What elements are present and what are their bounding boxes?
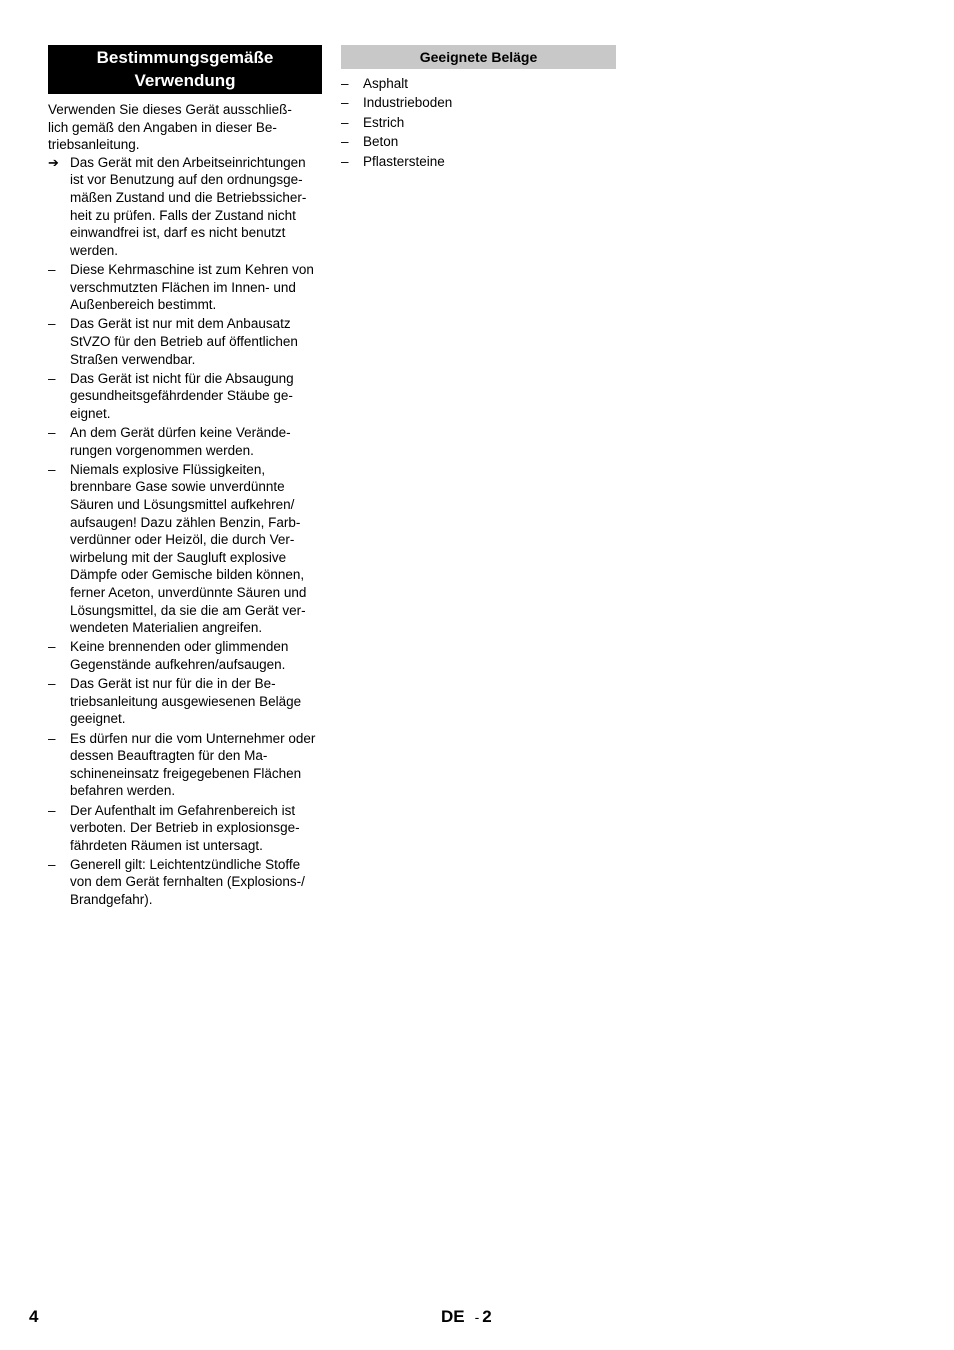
dash-marker: – xyxy=(48,639,56,655)
dash-marker: – xyxy=(48,730,56,746)
dash-marker: – xyxy=(341,114,349,130)
list-item xyxy=(48,261,322,314)
dash-marker: – xyxy=(48,461,56,477)
list-item xyxy=(341,153,616,171)
list-item-text: Das Gerät ist nicht für die Absaugung gesundheitsgefährdender Stäube ge-eignet. xyxy=(70,370,294,421)
dash-marker: – xyxy=(341,95,349,111)
list-item-text: Industrieboden xyxy=(363,95,453,111)
list-item-text: Diese Kehrmaschine ist zum Kehren von verschmutzten Flächen im Innen- und Außenbereich bestimmt. xyxy=(70,261,314,313)
list-item-text: Das Gerät ist nur mit dem Anbausatz StVZO für den Betrieb auf öffentlichen Straßen verwendbar. xyxy=(70,316,298,367)
list-item-text: Das Gerät ist nur für die in der Be-triebsanleitung ausgewiesenen Beläge geeignet. xyxy=(70,676,302,727)
list-item xyxy=(341,133,616,151)
list-item-text: Asphalt xyxy=(363,76,409,91)
dash-marker: – xyxy=(341,76,349,91)
list-item-text: Estrich xyxy=(363,114,405,130)
dash-marker: – xyxy=(48,802,56,818)
language-code: DE xyxy=(441,1307,465,1326)
list-item-text: Pflastersteine xyxy=(363,153,445,169)
list-item xyxy=(341,75,616,93)
list-item xyxy=(48,730,322,800)
dash-marker: – xyxy=(48,856,56,872)
list-item xyxy=(48,802,322,855)
list-item-text: Der Aufenthalt im Gefahrenbereich ist verboten. Der Betrieb in explosionsge-fährdeten Räumen ist untersagt. xyxy=(70,802,300,853)
list-item-text: Es dürfen nur die vom Unternehmer oder dessen Beauftragten für den Ma-schineneinsatz freigegebenen Flächen befahren werden. xyxy=(70,730,316,799)
heading-line-2: Verwendung xyxy=(134,71,236,90)
list-item xyxy=(48,315,322,368)
dash-marker: – xyxy=(48,370,56,386)
dash-marker: – xyxy=(341,153,349,169)
dash-marker: – xyxy=(48,261,56,277)
list-item-text: Niemals explosive Flüssigkeiten, brennbare Gase sowie unverdünnte Säuren und Lösungsmittel aufkehren/ aufsaugen! Dazu zählen Benzin, Farb-verdünner oder Heizöl, die durch Ver-wirbelung mit der Saugluft explosive Dämpfe oder Gemische bilden können, ferner Aceton, unverdünnte Säuren und Lösungsmittel, da sie die am Gerät ver-wendeten Materialien angreifen. xyxy=(70,461,307,636)
intended-use-list xyxy=(48,154,322,909)
list-item-text: Generell gilt: Leichtentzündliche Stoffe von dem Gerät fernhalten (Explosions-/ Brandgefahr). xyxy=(70,856,305,908)
suitable-surfaces-list xyxy=(341,75,616,170)
arrow-right-icon: ➔ xyxy=(48,154,59,170)
suitable-surfaces-column xyxy=(341,45,616,172)
sub-page-number: 2 xyxy=(482,1307,492,1326)
dash-marker: – xyxy=(48,676,56,692)
heading-line-1: Bestimmungsgemäße xyxy=(96,48,274,67)
footer-separator: - xyxy=(474,1309,480,1325)
list-item-text: An dem Gerät dürfen keine Verände-rungen vorgenommen werden. xyxy=(70,425,291,458)
list-item xyxy=(48,370,322,423)
list-item xyxy=(48,675,322,728)
list-item xyxy=(48,856,322,909)
list-item-text: Das Gerät mit den Arbeitseinrichtungen ist vor Benutzung auf den ordnungsge-mäßen Zustand und die Betriebssicher-heit zu prüfen. Falls der Zustand nicht einwandfrei ist, darf es nicht benutzt werden. xyxy=(70,154,307,258)
intended-use-column xyxy=(48,45,322,910)
list-item xyxy=(48,638,322,673)
dash-marker: – xyxy=(48,316,56,332)
suitable-surfaces-heading: Geeignete Beläge xyxy=(341,45,616,69)
list-item xyxy=(341,114,616,132)
page-footer-code xyxy=(441,1307,492,1327)
intended-use-heading xyxy=(48,45,322,94)
list-item xyxy=(48,424,322,459)
list-item-text: Keine brennenden oder glimmenden Gegenstände aufkehren/aufsaugen. xyxy=(70,639,289,672)
list-item xyxy=(48,154,322,260)
dash-marker: – xyxy=(341,134,349,150)
intro-paragraph: Verwenden Sie dieses Gerät ausschließ-lich gemäß den Angaben in dieser Be-triebsanleitung. xyxy=(48,102,292,153)
page-number: 4 xyxy=(29,1307,39,1326)
dash-marker: – xyxy=(48,425,56,441)
list-item xyxy=(341,94,616,112)
list-item xyxy=(48,461,322,637)
list-item-text: Beton xyxy=(363,134,399,150)
